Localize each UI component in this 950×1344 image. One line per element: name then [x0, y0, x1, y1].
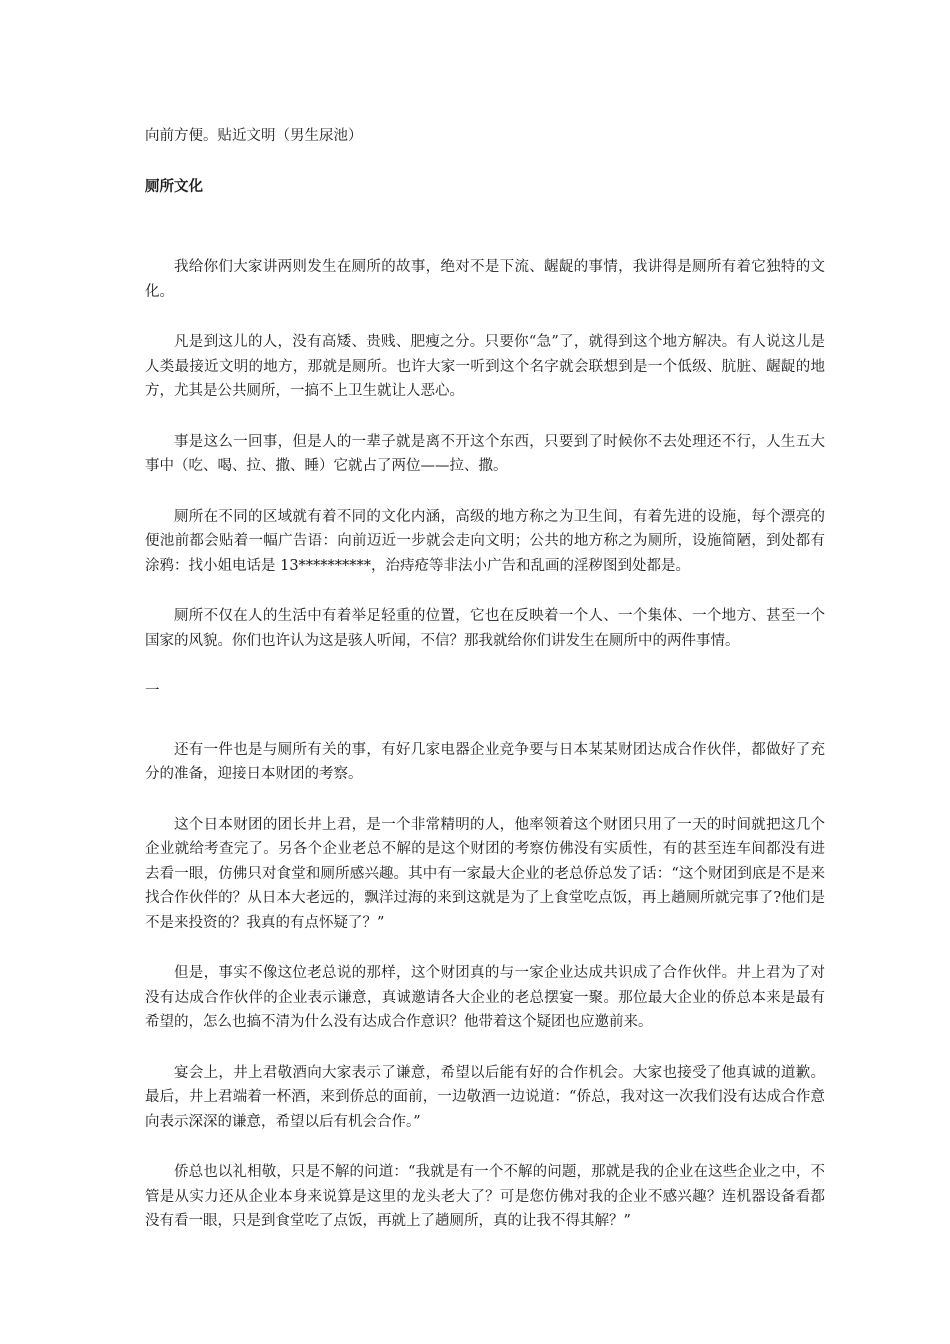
paragraph: 厕所在不同的区域就有着不同的文化内涵，高级的地方称之为卫生间，有着先进的设施，每个漂亮的便池前都会贴着一幅广告语：向前迈近一步就会走向文明；公共的地方称之为厕所，设施简陋，到处都有涂鸦：找小姐电话是 13**********，治痔疮等非法小广告和乱画的淫秽图到处都是。 — [145, 508, 825, 574]
paragraph: 宴会上，井上君敬酒向大家表示了谦意，希望以后能有好的合作机会。大家也接受了他真诚的道歉。最后，井上君端着一杯酒，来到侨总的面前，一边敬酒一边说道：“侨总，我对这一次我们没有达成合作意向表示深深的谦意，希望以后有机会合作。” — [145, 1064, 825, 1130]
paragraph: 侨总也以礼相敬，只是不解的问道：“我就是有一个不解的问题，那就是我的企业在这些企业之中，不管是从实力还从企业本身来说算是这里的龙头老大了？可是您仿佛对我的企业不感兴趣？连机器设备看都没有看一眼，只是到食堂吃了点饭，再就上了趟厕所，真的让我不得其解？” — [145, 1164, 825, 1229]
paragraph: 但是，事实不像这位老总说的那样，这个财团真的与一家企业达成共识成了合作伙伴。井上君为了对没有达成合作伙伴的企业表示谦意，真诚邀请各大企业的老总摆宴一聚。那位最大企业的侨总本来是最有希望的，怎么也搞不清为什么没有达成合作意识？他带着这个疑团也应邀前来。 — [145, 965, 825, 1030]
paragraph: 厕所不仅在人的生活中有着举足轻重的位置，它也在反映着一个人、一个集体、一个地方、甚至一个国家的风貌。你们也许认为这是骇人听闻，不信？那我就给你们讲发生在厕所中的两件事情。 — [145, 608, 825, 649]
document-title: 向前方便。贴近文明（男生尿池） — [145, 128, 363, 144]
paragraph: 还有一件也是与厕所有关的事，有好几家电器企业竞争要与日本某某财团达成合作伙伴，都做好了充分的准备，迎接日本财团的考察。 — [145, 741, 825, 782]
paragraph: 凡是到这儿的人，没有高矮、贵贱、肥瘦之分。只要你“急”了，就得到这个地方解决。有人说这儿是人类最接近文明的地方，那就是厕所。也许大家一听到这个名字就会联想到是一个低级、肮脏、龌龊的地方，尤其是公共厕所，一搞不上卫生就让人恶心。 — [145, 334, 825, 399]
document-subtitle: 厕所文化 — [145, 177, 203, 195]
document-body — [145, 124, 825, 1260]
paragraph: 我给你们大家讲两则发生在厕所的故事，绝对不是下流、龌龊的事情，我讲得是厕所有着它独特的文化。 — [145, 259, 825, 300]
paragraph: 事是这么一回事，但是人的一辈子就是离不开这个东西，只要到了时候你不去处理还不行，人生五大事中（吃、喝、拉、撒、睡）它就占了两位——拉、撒。 — [145, 433, 825, 474]
section-marker: 一 — [145, 683, 160, 699]
paragraph: 这个日本财团的团长井上君，是一个非常精明的人，他率领着这个财团只用了一天的时间就把这几个企业就给考查完了。另各个企业老总不解的是这个财团的考察仿佛没有实质性，有的甚至连车间都没有进去看一眼，仿佛只对食堂和厕所感兴趣。其中有一家最大企业的老总侨总发了话：“这个财团到底是不是来找合作伙伴的？从日本大老远的，飘洋过海的来到这就是为了上食堂吃点饭，再上趟厕所就完事了?他们是不是来投资的？我真的有点怀疑了？” — [145, 816, 825, 931]
